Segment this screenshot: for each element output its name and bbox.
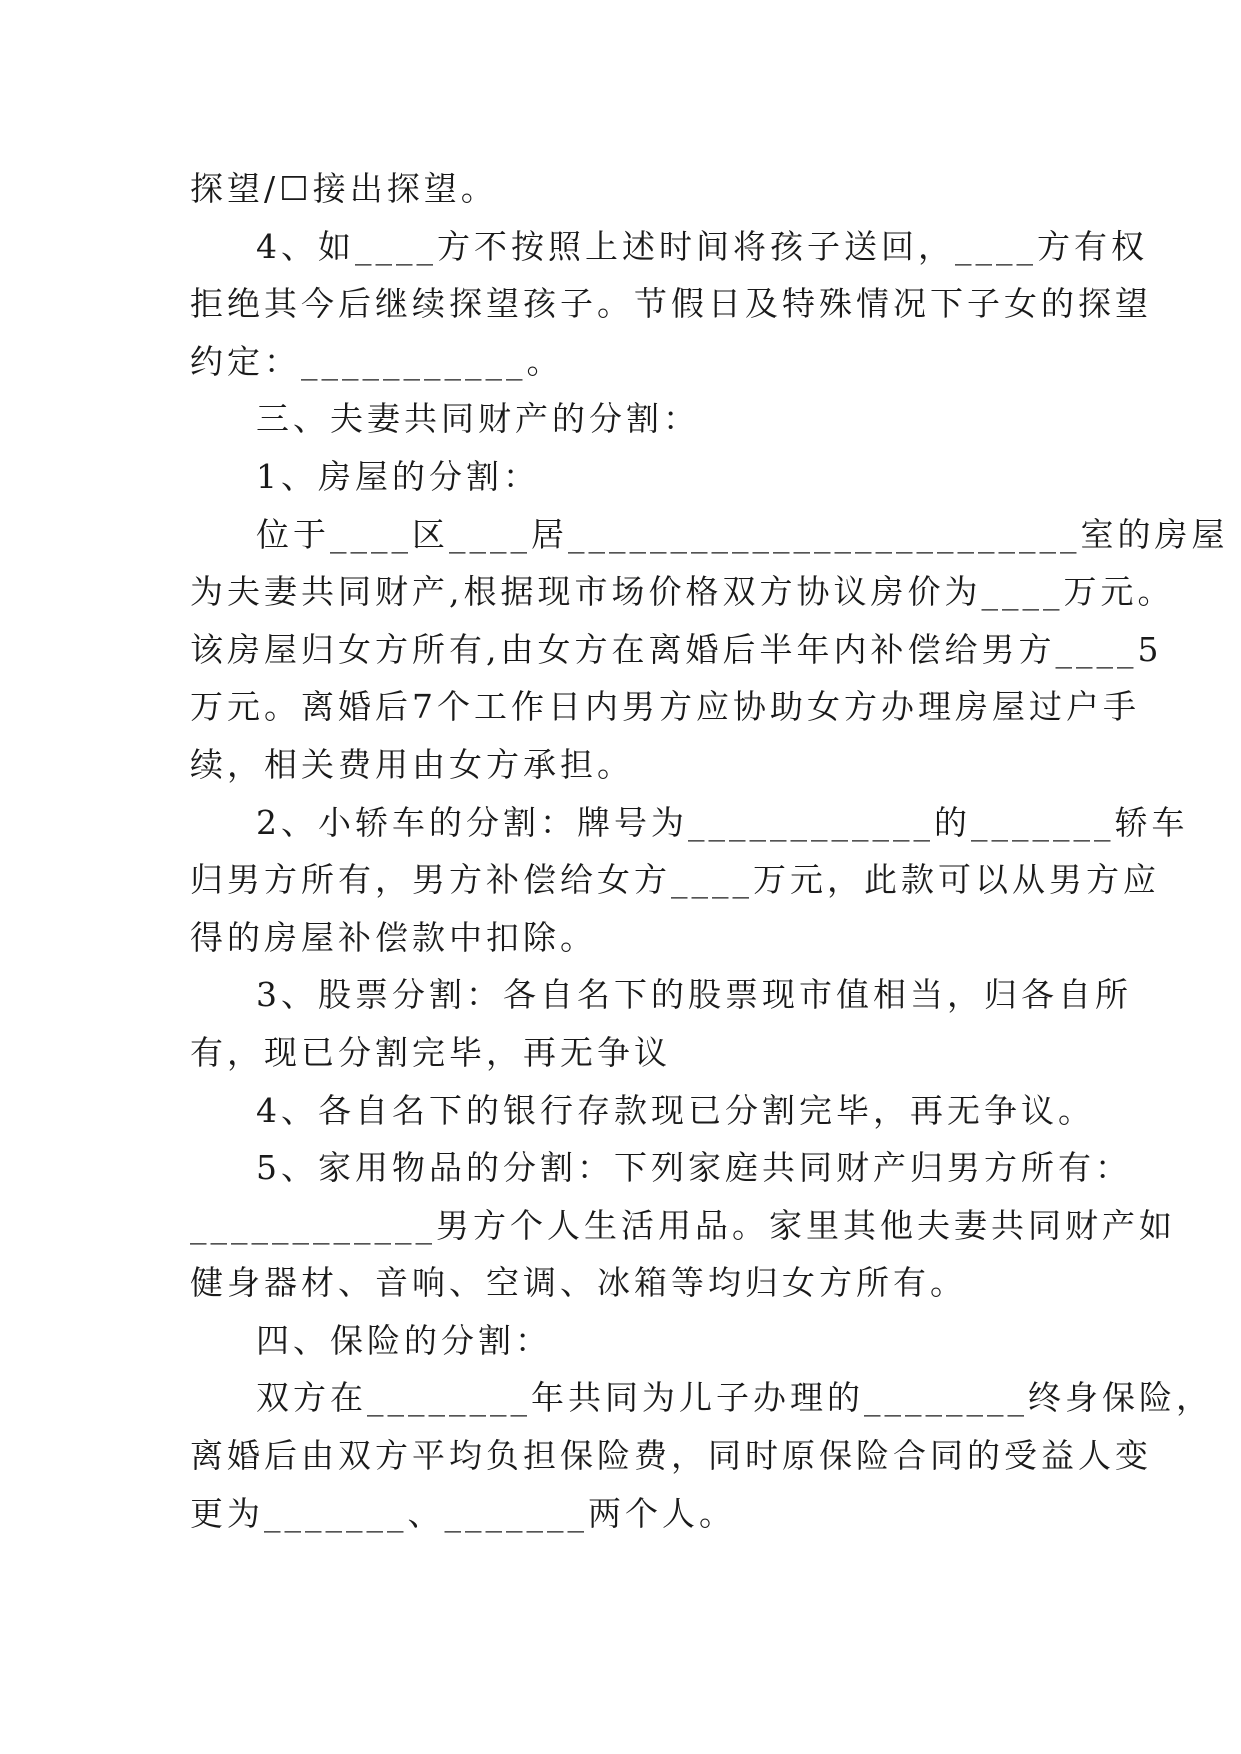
text-line: 健身器材、音响、空调、冰箱等均归女方所有。 bbox=[190, 1263, 967, 1303]
text-line: 该房屋归女方所有,由女方在离婚后半年内补偿给男方____5 bbox=[190, 629, 1163, 669]
text-line: 离婚后由双方平均负担保险费，同时原保险合同的受益人变 bbox=[190, 1436, 1152, 1476]
text-line: ____________男方个人生活用品。家里其他夫妻共同财产如 bbox=[190, 1205, 1176, 1245]
text-line: 探望/☐接出探望。 bbox=[190, 169, 498, 208]
section-heading: 四、保险的分割： bbox=[256, 1320, 552, 1360]
text-line: 位于____区____居_________________________室的房屋 bbox=[256, 514, 1229, 554]
text-line: 为夫妻共同财产,根据现市场价格双方协议房价为____万元。 bbox=[190, 572, 1175, 612]
text-line: 归男方所有，男方补偿给女方____万元，此款可以从男方应 bbox=[190, 860, 1160, 900]
text-line: 4、如____方不按照上述时间将孩子送回，____方有权 bbox=[256, 226, 1148, 266]
text-line: 有，现已分割完毕，再无争议 bbox=[190, 1032, 671, 1072]
text-line: 更为_______、_______两个人。 bbox=[190, 1493, 736, 1533]
text-line: 续，相关费用由女方承担。 bbox=[190, 744, 634, 784]
subsection-heading: 1、房屋的分割： bbox=[256, 456, 540, 496]
text-line: 约定：___________。 bbox=[190, 341, 564, 381]
text-line: 万元。离婚后7个工作日内男方应协助女方办理房屋过户手 bbox=[190, 687, 1140, 727]
text-line: 得的房屋补偿款中扣除。 bbox=[190, 917, 597, 957]
text-line: 4、各自名下的银行存款现已分割完毕，再无争议。 bbox=[256, 1090, 1095, 1130]
text-line: 双方在________年共同为儿子办理的________终身保险， bbox=[256, 1378, 1213, 1418]
text-line: 拒绝其今后继续探望孩子。节假日及特殊情况下子女的探望 bbox=[190, 284, 1152, 324]
text-line: 2、小轿车的分割：牌号为____________的_______轿车 bbox=[256, 802, 1189, 842]
section-heading: 三、夫妻共同财产的分割： bbox=[256, 399, 700, 439]
text-line: 3、股票分割：各自名下的股票现市值相当，归各自所 bbox=[256, 975, 1132, 1015]
text-line: 5、家用物品的分割：下列家庭共同财产归男方所有： bbox=[256, 1148, 1132, 1188]
document-page bbox=[190, 160, 1229, 1542]
